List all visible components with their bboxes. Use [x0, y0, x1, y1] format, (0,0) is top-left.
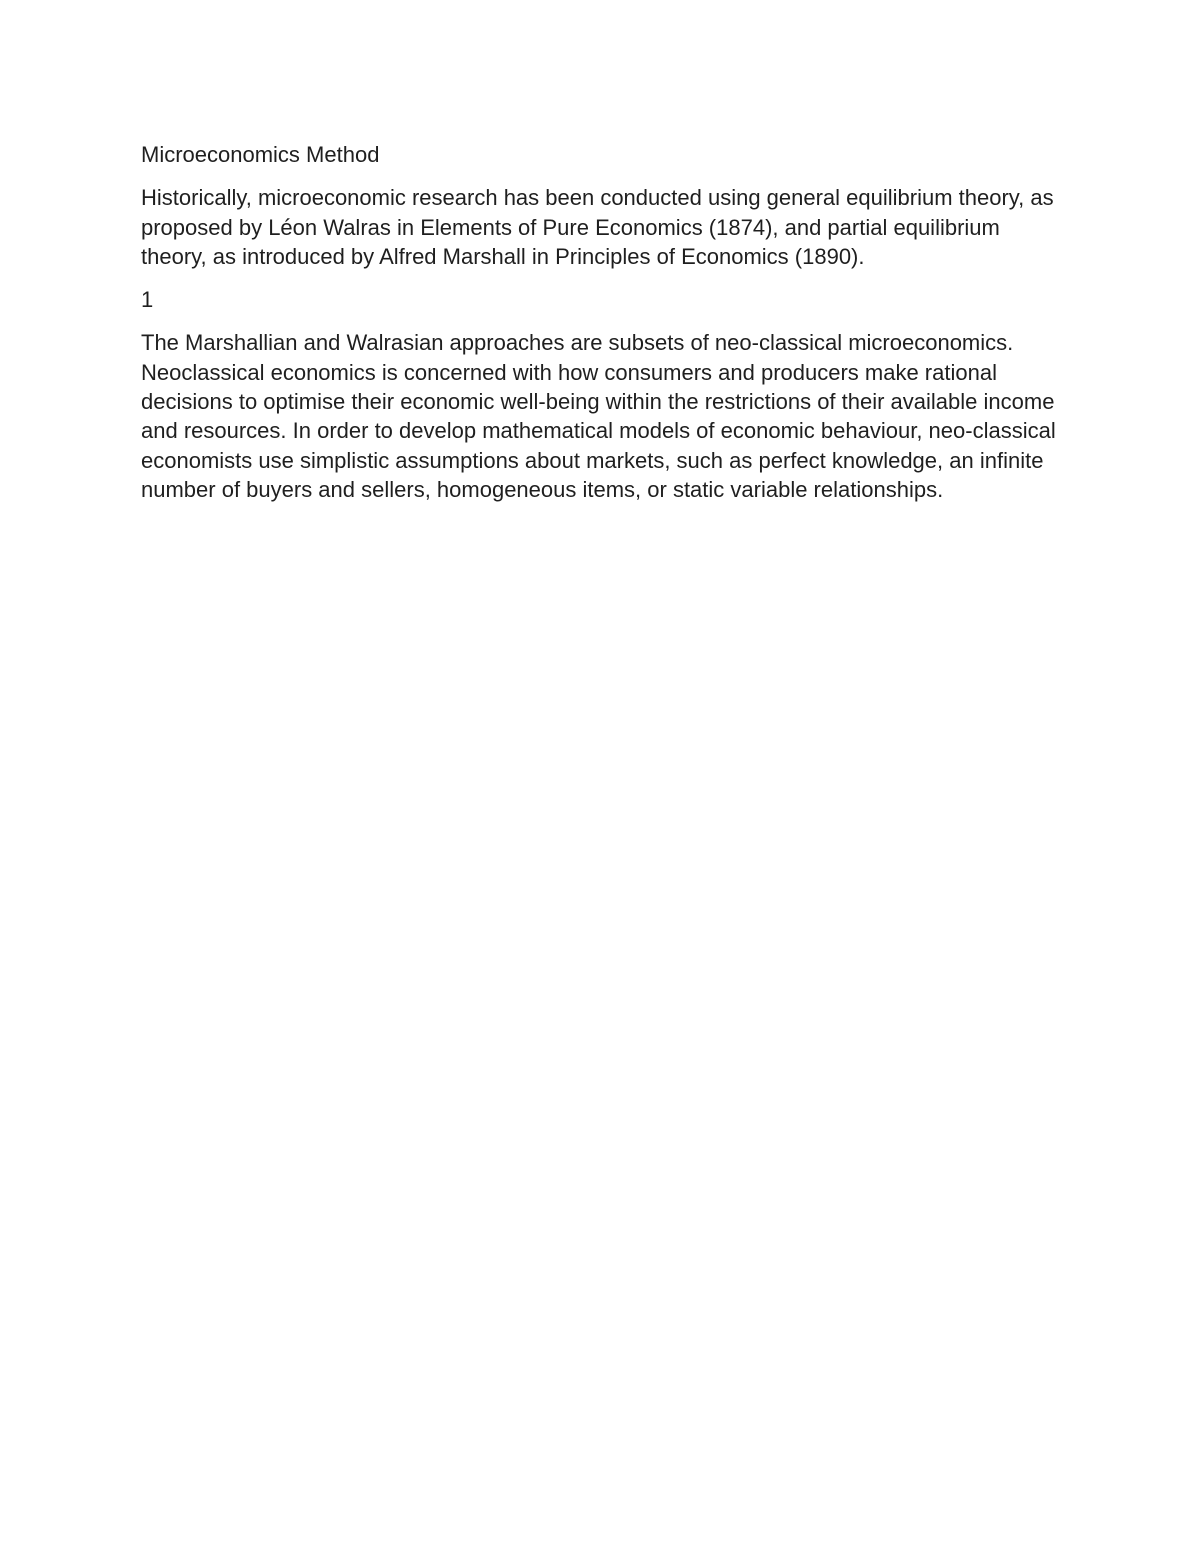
paragraph-1: Historically, microeconomic research has been conducted using general equilibrium theory, as proposed by Léon Walras in Elements of Pure Economics (1874), and partial equilibrium theory, as introduced by Alfred Marshall in Principles of Economics (1890). — [141, 185, 1054, 269]
section-marker: 1 — [141, 287, 154, 313]
document-title: Microeconomics Method — [141, 142, 380, 167]
paragraph-2: The Marshallian and Walrasian approaches are subsets of neo-classical microeconomics. Neoclassical economics is concerned with how consumers and producers make rational decisions to optimise their economic well-being within the restrictions of their available income and resources. In order to develop mathematical models of economic behaviour, neo-classical economists use simplistic assumptions about markets, such as perfect knowledge, an infinite number of buyers and sellers, homogeneous items, or static variable relationships. — [141, 330, 1056, 502]
document-body — [141, 140, 1071, 518]
